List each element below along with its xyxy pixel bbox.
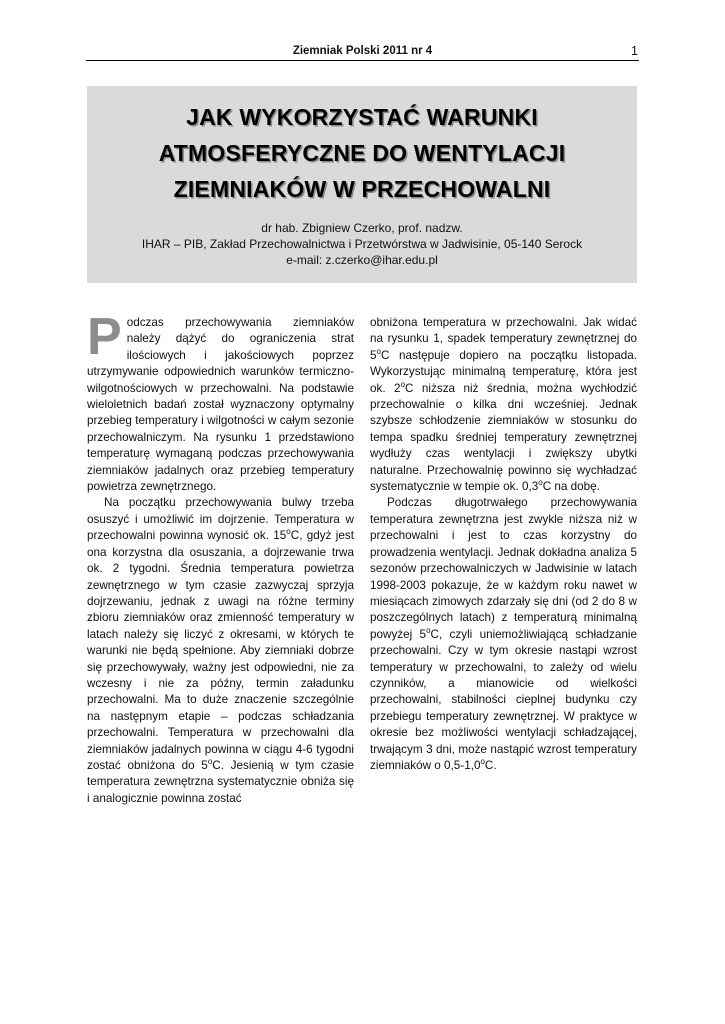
article-title-line-3: ZIEMNIAKÓW W PRZECHOWALNI [173,176,551,202]
paragraph-intro [87,308,354,495]
text-segment: C następuje dopiero na początku listopada. Wykorzystując minimalną temperaturę, która jest ok. 2 [370,348,637,395]
text-segment: Na początku przechowywania bulwy trzeba osuszyć i umożliwić im dojrzenie. Temperatura w przechowalni powinna wynosić ok. 15 [87,496,354,543]
paragraph-drying [87,495,354,807]
article-title-line-1: JAK WYKORZYSTAĆ WARUNKI [186,104,538,130]
paragraph-long-storage [370,495,637,774]
author-name: dr hab. Zbigniew Czerko, prof. nadzw. [261,221,463,235]
degree-sign: o [426,625,431,635]
right-column [370,315,637,774]
journal-header: Ziemniak Polski 2011 nr 4 [292,45,433,57]
text-segment: C niższa niż średnia, można wychłodzić przechowalnie o kilka dni wcześniej. Jednak szybsze schłodzenie ziemniaków w stosunku do tempa spadku średniej temperatury zewnętrznej wydłuży czas wentylacji i zwiększy ubytki naturalne. Przechowalnię powinno się wychładzać systematycznie w tempie ok. 0,3 [370,381,637,494]
degree-sign: o [207,757,213,767]
author-affiliation: IHAR – PIB, Zakład Przechowalnictwa i Przetwórstwa w Jadwisinie, 05-140 Serock [141,237,583,251]
header-divider [86,60,639,61]
text-segment: C, czyli uniemożliwiającą schładzanie przechowalni. Czy w tym okresie nastąpi wzrost temperatury w przechowalni, to zależy od wielu czynników, a mianowicie od wielkości przechowalni, stabilności cieplnej budynku czy przebiegu temperatury zewnętrznej. W praktyce w okresie bez możliwości wentylacji schładzającej, trwającym 3 dni, może nastąpić wzrost temperatury ziemniaków o 0,5-1,0 [370,627,637,772]
degree-sign: o [286,527,291,537]
degree-sign: o [480,757,485,767]
drop-cap: P [87,308,122,366]
author-email: e-mail: z.czerko@ihar.edu.pl [286,253,438,267]
article-title-line-2: ATMOSFERYCZNE DO WENTYLACJI [158,140,566,166]
text-segment: C na dobę. [542,480,600,494]
degree-sign: o [376,346,381,356]
paragraph-cooling [370,315,637,495]
degree-sign: o [538,478,543,488]
text-segment: obniżona temperatura w przechowalni. Jak widać na rysunku 1, spadek temperatury zewnętrznej do 5 [370,316,637,362]
degree-sign: o [400,379,406,389]
text-segment: C. [484,758,497,772]
text-segment: C, gdyż jest ona korzystna dla osuszania, a dojrzewanie trwa ok. 2 tygodni. Średnia temperatura powietrza zewnętrznego w tym czasie zazwyczaj sprzyja dojrzewaniu, jednak z uwagi na różne terminy zbioru ziemniaków oraz zmienność temperatury w latach należy się liczyć z okresami, w których te warunki nie będą spełnione. Aby ziemniaki dobrze się przechowywały, ważny jest odpowiedni, nie za wczesny i nie za późny, termin załadunku przechowalni. Ma to duże znaczenie szczególnie na następnym etapie – podczas schładzania przechowalni. Temperatura w przechowalni dla ziemniaków jadalnych powinna w ciągu 4-6 tygodni zostać obniżona do 5 [87,529,354,772]
page-number: 1 [631,44,638,58]
text-segment: Podczas długotrwałego przechowywania temperatura zewnętrzna jest zwykle niższa niż w przechowalni i jest to czas korzystny do prowadzenia wentylacji. Jednak dokładna analiza 5 sezonów przechowalniczych w Jadwisinie w latach 1998-2003 pokazuje, że w każdym roku nawet w miesiącach zimowych zdarzały się dni (od 2 do 8 w poszczególnych latach) z temperaturą minimalną powyżej 5 [370,496,637,641]
left-column [87,308,355,807]
paragraph-intro-text: odczas przechowywania ziemniaków należy dążyć do ograniczenia strat ilościowych i jakościowych poprzez utrzymywanie odpowiednich warunków termiczno-wilgotnościowych w przechowalni. Na podstawie wieloletnich badań został wyznaczony optymalny przebieg temperatury i wilgotności w całym sezonie przechowalniczym. Na rysunku 1 przedstawiono temperaturę wymaganą podczas przechowywania ziemniaków jadalnych oraz przebieg temperatury powietrza zewnętrznego. [87,316,354,494]
text-segment: C. Jesienią w tym czasie temperatura zewnętrzna systematycznie obniża się i analogicznie powinna zostać [87,758,355,805]
title-block [87,86,637,283]
